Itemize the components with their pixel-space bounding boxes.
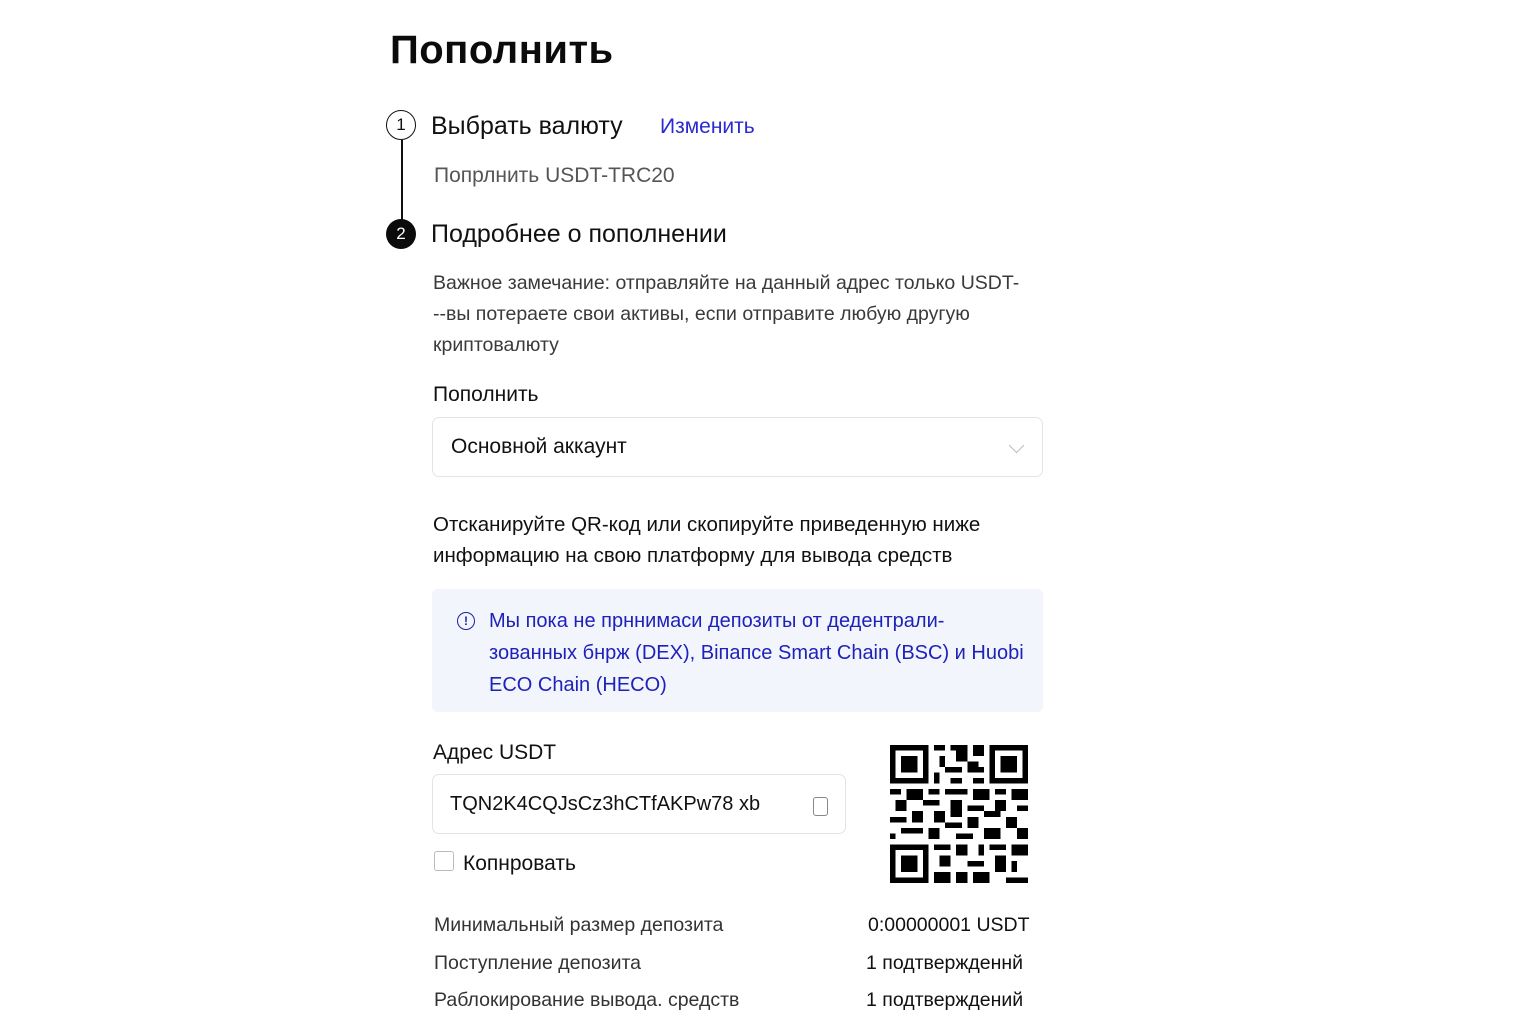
exclamation-circle-icon: ! [457, 612, 475, 630]
important-note: Важное замечание: отправляйте на данный адрес только USDT---вы потераете свои активы, еспи отправите любую другую криптовалюту [433, 272, 1020, 356]
page-title: Пополнить [390, 28, 614, 72]
min-deposit-label: Минимальный размер депозита [434, 914, 724, 936]
step-1-title: Выбрать валюту [431, 112, 623, 140]
withdrawal-unlock-value: 1 подтверждений [866, 989, 1024, 1011]
account-select-value: Основной аккаунт [451, 435, 627, 458]
address-value: TQN2K4CQJsCz3hCTfAKPw78 xb [450, 793, 761, 815]
address-field[interactable] [432, 774, 846, 834]
unsupported-networks-notice [432, 589, 1043, 712]
address-label: Адрес USDT [433, 741, 557, 764]
step-2-number: 2 [396, 224, 406, 243]
deposit-arrival-value: 1 подтвержденнй [866, 952, 1024, 974]
step-2-title: Подробнее о пополнении [431, 220, 727, 248]
chevron-down-icon [1009, 438, 1025, 454]
notice-text: Мы пока не прннимаси депозиты от дедентрали-зованных бнрж (DEX), Bіпапсе Smart Chain (BSC) и Huobi ECO Chain (HECO) [489, 610, 1024, 696]
qr-code-icon [890, 745, 1028, 883]
copy-checkbox-label[interactable]: Копнровать [463, 852, 576, 875]
copy-icon[interactable] [813, 797, 828, 816]
scan-instructions: Отсканируйте QR-код или скопируйте приведенную ниже информацию на свою платформу для вывода средств [433, 513, 981, 567]
selected-currency-summary: Попрлнить USDT-TRC20 [434, 164, 675, 187]
step-1-number: 1 [396, 115, 406, 134]
withdrawal-unlock-label: Раблокирование вывода. средств [434, 989, 740, 1011]
deposit-arrival-label: Поступление депозита [434, 952, 642, 974]
deposit-to-label: Пополнить [433, 383, 539, 406]
stepper-connector [401, 140, 403, 220]
min-deposit-value: 0:00000001 USDT [868, 914, 1030, 936]
change-currency-link[interactable]: Изменить [660, 115, 755, 138]
step-1-indicator [386, 110, 416, 140]
copy-checkbox[interactable] [434, 851, 454, 871]
step-2-indicator [386, 219, 416, 249]
account-select[interactable] [432, 417, 1043, 477]
